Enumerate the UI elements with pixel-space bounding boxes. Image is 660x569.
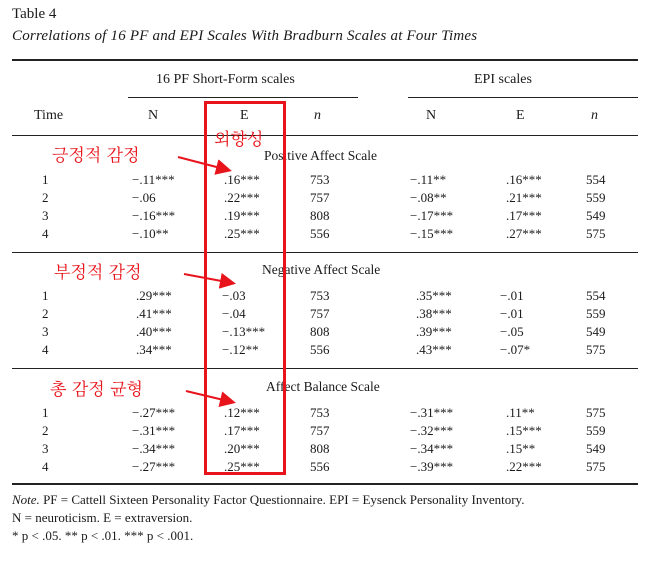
table-cell: 575 [586,226,606,241]
table-cell: −.06 [132,190,156,205]
table-note-line3: * p < .05. ** p < .01. *** p < .001. [12,528,194,543]
table-cell-time: 3 [42,441,49,456]
table-cell: 559 [586,190,606,205]
table-cell: −.34*** [410,441,454,456]
extraversion-highlight-box [204,101,286,475]
table-cell: .27*** [506,226,542,241]
table-cell: .25*** [224,226,260,241]
annotation-extraversion: 외향성 [214,130,264,150]
table-cell: .15** [506,441,536,456]
header-16pf-n: N [148,108,159,123]
table-cell: −.12** [222,342,259,357]
table-cell: .17*** [506,208,542,223]
table-cell: −.01 [500,306,524,321]
table-cell: 808 [310,324,330,339]
table-cell: .21*** [506,190,542,205]
annotation-negative: 부정적 감정 [54,263,142,283]
header-epi-e: E [516,108,525,123]
table-cell-time: 3 [42,324,49,339]
table-cell: .19*** [224,208,260,223]
table-cell: .25*** [224,459,260,474]
table-cell: −.03 [222,288,246,303]
table-cell: 549 [586,441,606,456]
table-cell: −.04 [222,306,246,321]
table-title: Table 4 [12,6,57,22]
note-text: PF = Cattell Sixteen Personality Factor Questionnaire. EPI = Eysenck Personality Inventory. [43,492,525,507]
table-cell: .29*** [136,288,172,303]
table-cell: −.34*** [132,441,176,456]
header-epi-underline [408,97,638,98]
top-rule [12,59,638,61]
table-cell: −.15*** [410,226,454,241]
table-cell: −.32*** [410,423,454,438]
table-cell: 549 [586,208,606,223]
table-cell: 808 [310,208,330,223]
table-cell: −.31*** [410,405,454,420]
section-title-balance: Affect Balance Scale [266,379,380,394]
table-cell: −.11** [410,172,447,187]
header-bottom-rule [12,135,638,136]
table-cell: 556 [310,342,330,357]
table-cell: −.16*** [132,208,176,223]
table-cell: .12*** [224,405,260,420]
table-cell: 559 [586,423,606,438]
table-subtitle: Correlations of 16 PF and EPI Scales With Bradburn Scales at Four Times [12,28,478,44]
table-cell-time: 1 [42,172,49,187]
section-divider [12,252,638,253]
table-cell: .15*** [506,423,542,438]
table-cell: 575 [586,405,606,420]
table-cell: 575 [586,342,606,357]
table-cell: .40*** [136,324,172,339]
table-cell: −.08** [410,190,447,205]
header-16pf-samplesize: n [314,108,321,123]
table-cell: .11** [506,405,535,420]
table-cell: 554 [586,172,606,187]
table-cell: −.39*** [410,459,454,474]
table-cell: 556 [310,459,330,474]
table-cell: −.13*** [222,324,266,339]
table-cell: −.01 [500,288,524,303]
table-cell-time: 2 [42,306,49,321]
table-cell: .39*** [416,324,452,339]
table-cell: −.05 [500,324,524,339]
table-cell: .22*** [224,190,260,205]
note-label: Note. [12,492,40,507]
table-cell: −.17*** [410,208,454,223]
header-time: Time [34,108,64,123]
annotation-balance: 총 감정 균형 [50,380,143,400]
table-cell: 575 [586,459,606,474]
table-cell-time: 3 [42,208,49,223]
header-16pf-group: 16 PF Short-Form scales [156,72,295,87]
table-cell: 808 [310,441,330,456]
table-cell: .34*** [136,342,172,357]
table-note-line2: N = neuroticism. E = extraversion. [12,510,193,525]
table-cell: .22*** [506,459,542,474]
table-cell: −.31*** [132,423,176,438]
table-cell: .17*** [224,423,260,438]
table-cell: .41*** [136,306,172,321]
table-cell: .20*** [224,441,260,456]
bottom-rule [12,483,638,485]
table-cell: 757 [310,306,330,321]
table-cell: .16*** [506,172,542,187]
table-cell: 757 [310,190,330,205]
table-cell: −.11*** [132,172,175,187]
table-cell: 757 [310,423,330,438]
table-cell-time: 4 [42,226,49,241]
table-cell: −.07* [500,342,531,357]
table-cell: −.27*** [132,459,176,474]
table-cell-time: 1 [42,288,49,303]
header-16pf-e: E [240,108,249,123]
annotation-positive: 긍정적 감정 [52,146,140,166]
header-epi-n: N [426,108,437,123]
table-cell-time: 2 [42,190,49,205]
table-cell-time: 2 [42,423,49,438]
header-16pf-underline [128,97,358,98]
table-cell: .35*** [416,288,452,303]
table-cell: 753 [310,405,330,420]
table-cell: 554 [586,288,606,303]
table-cell: −.27*** [132,405,176,420]
table-cell-time: 1 [42,405,49,420]
table-cell: .43*** [416,342,452,357]
table-cell-time: 4 [42,459,49,474]
table-cell: −.10** [132,226,169,241]
table-note-line1 [12,492,524,508]
table-cell-time: 4 [42,342,49,357]
section-divider [12,368,638,369]
table-cell: .38*** [416,306,452,321]
table-cell: 753 [310,288,330,303]
table-cell: 559 [586,306,606,321]
header-epi-samplesize: n [591,108,598,123]
section-title-negative: Negative Affect Scale [262,262,381,277]
table-cell: .16*** [224,172,260,187]
table-cell: 556 [310,226,330,241]
table-cell: 753 [310,172,330,187]
table-cell: 549 [586,324,606,339]
header-epi-group: EPI scales [474,72,532,87]
section-title-positive: Positive Affect Scale [264,148,377,163]
